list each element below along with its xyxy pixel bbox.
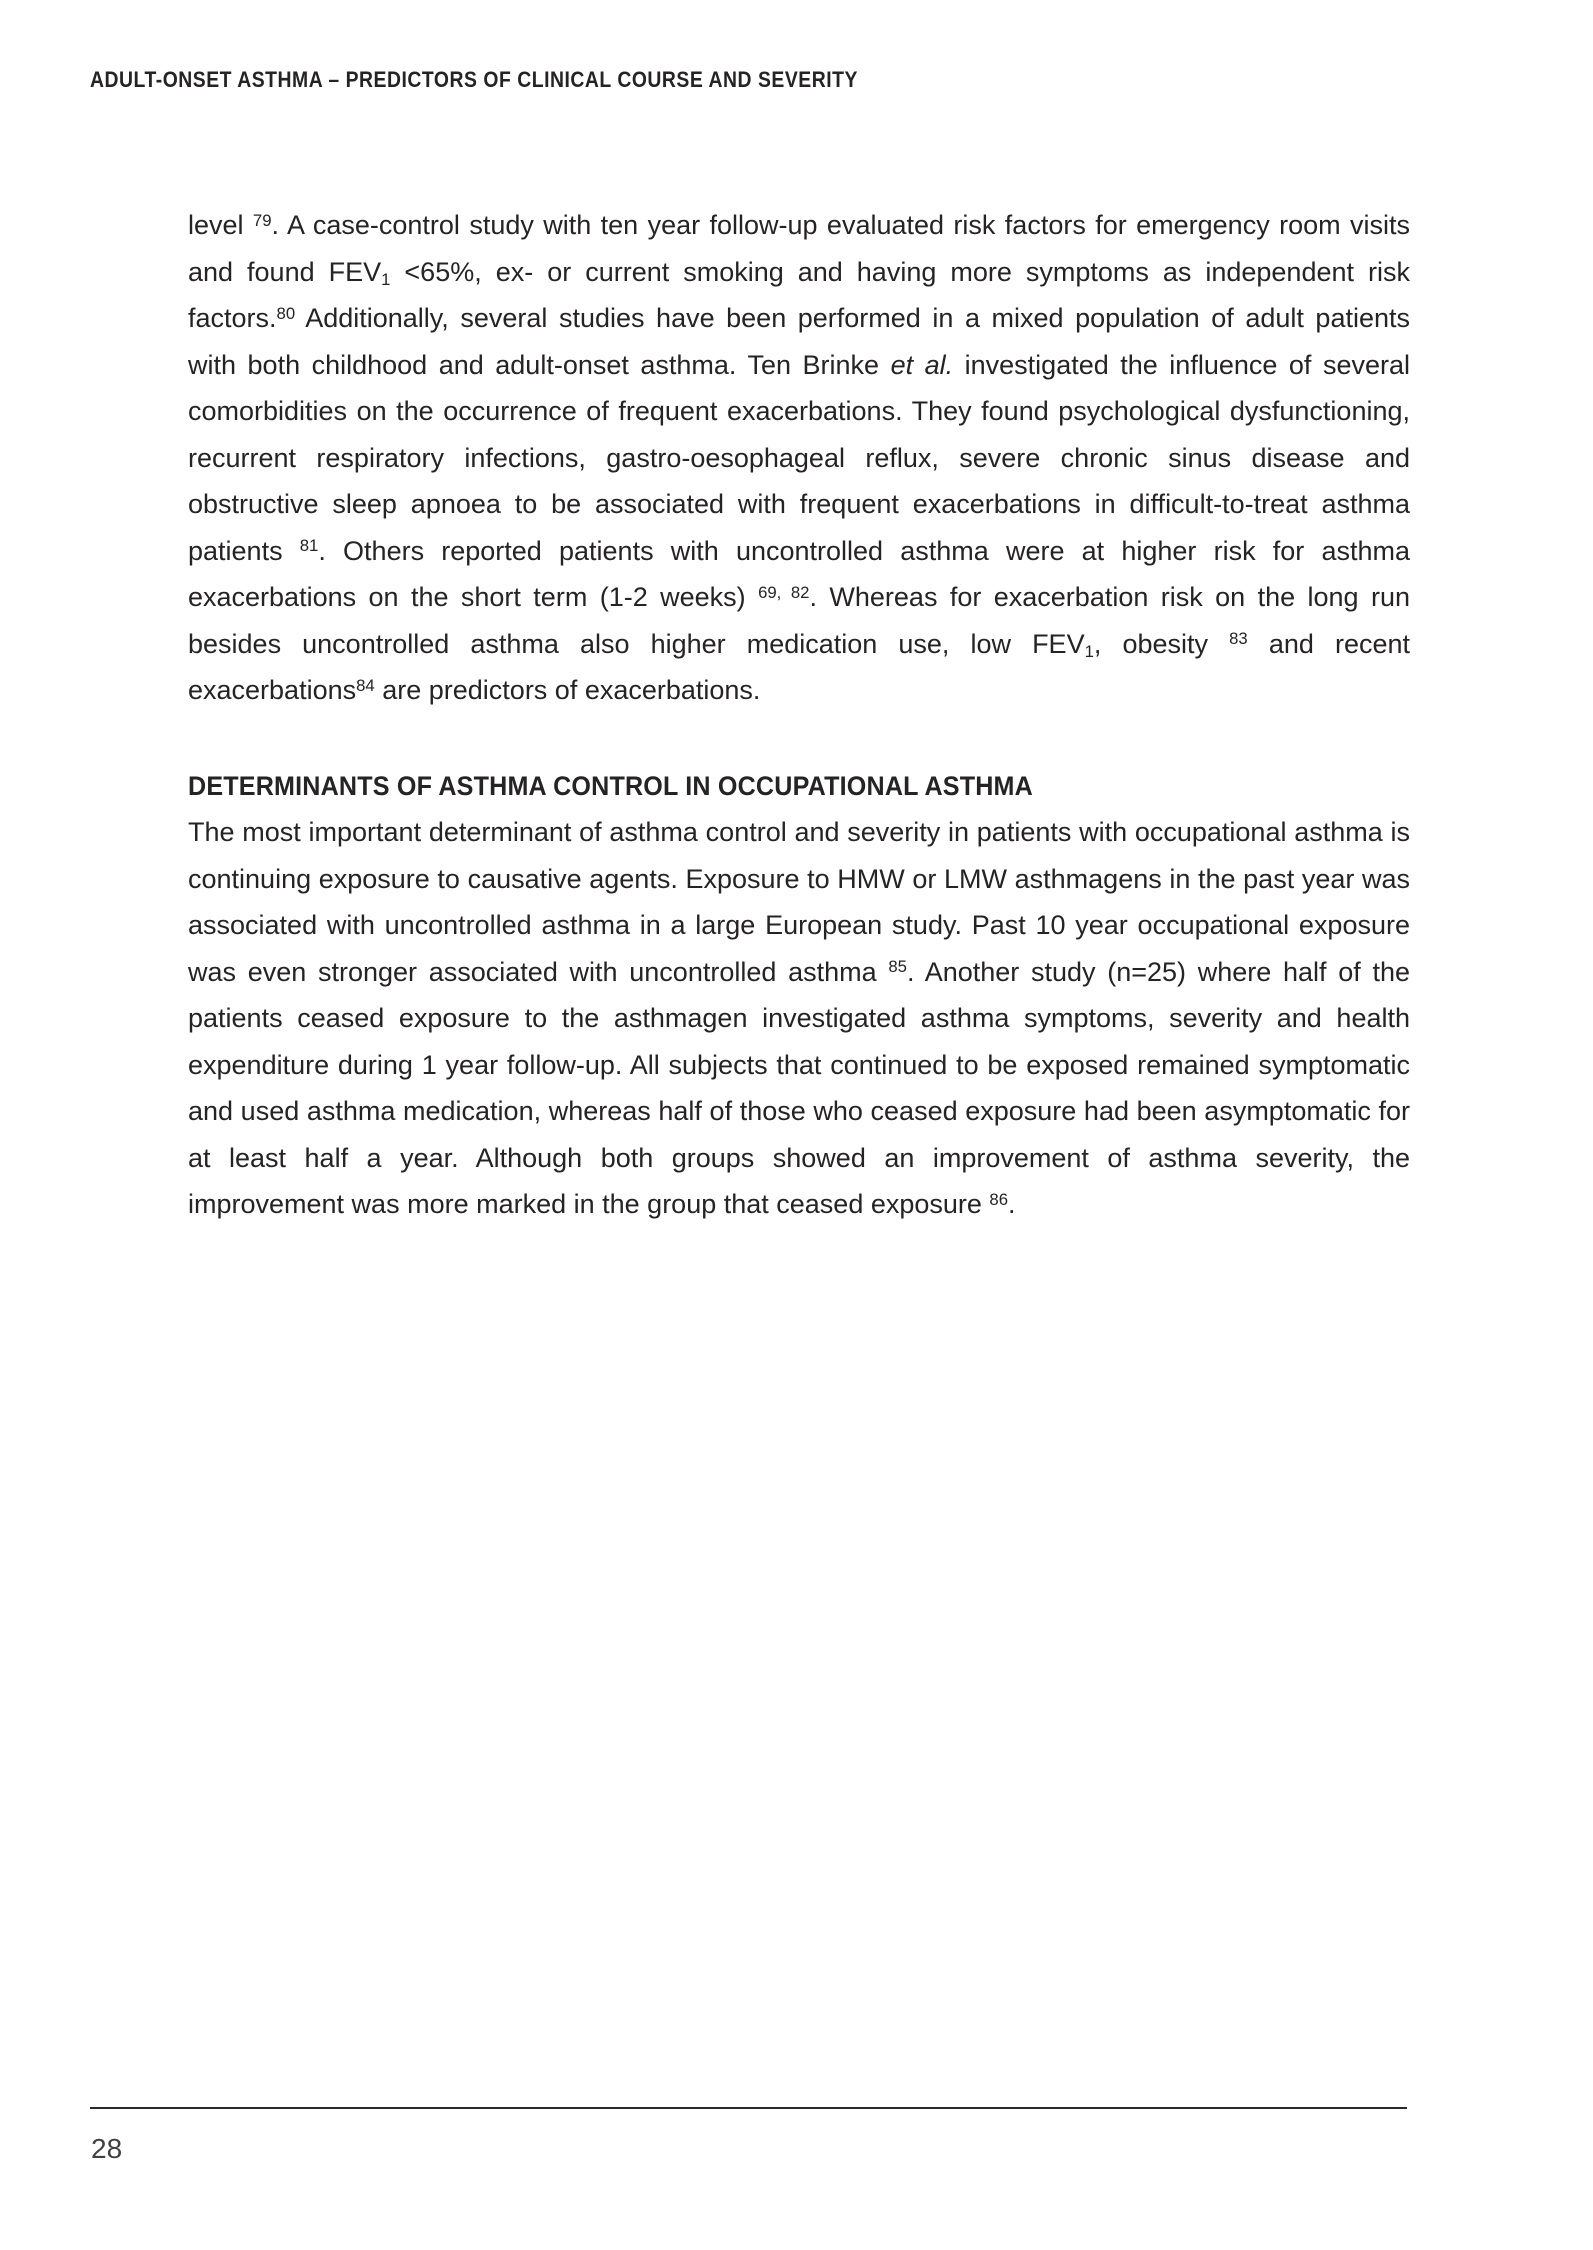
text-run: . [1008,1189,1016,1219]
text-run: <65%, ex- or current smoking and having more symptoms as independent risk factors. [188,256,1410,333]
section-heading-occupational-asthma: DETERMINANTS OF ASTHMA CONTROL IN OCCUPATIONAL ASTHMA [188,770,1033,801]
reference-superscript: 83 [1229,629,1248,649]
reference-superscript: 81 [299,536,319,556]
text-run: . A case-control study with ten year follow-up evaluated risk factors for emergency room visits and found FEV [188,210,1410,287]
reference-superscript: 79 [252,210,272,230]
subscript: 1 [381,270,391,290]
paragraph-exacerbation-predictors [188,202,1410,714]
text-run: . Whereas for exacerbation risk on the long run besides uncontrolled asthma also higher medication use, low FEV [188,582,1411,659]
reference-superscript: 86 [989,1189,1009,1209]
reference-superscript: 85 [888,957,907,977]
paragraph-occupational-asthma [188,809,1410,1228]
text-run: Additionally, several studies have been performed in a mixed population of adult patients with both childhood and adult-onset asthma. Ten Brinke [188,303,1410,380]
reference-superscript: 69, 82 [758,582,810,602]
reference-superscript: 80 [276,303,296,323]
italic-run: et al. [890,349,954,380]
text-run: The most important determinant of asthma control and severity in patients with occupational asthma is continuing exposure to causative agents. Exposure to HMW or LMW asthmagens in the past year was associated with uncontrolled asthma in a large European study. Past 10 year occupational exposure was even stronger associated with uncontrolled asthma [188,817,1410,987]
subscript: 1 [1084,642,1094,662]
text-run: investigated the influence of several comorbidities on the occurrence of frequent exacerbations. They found psychological dysfunctioning, recurrent respiratory infections, gastro-oesophageal reflux, severe chronic sinus disease and obstructive sleep apnoea to be associated with frequent exacerbations in difficult-to-treat asthma patients [188,349,1410,566]
running-header: ADULT-ONSET ASTHMA – PREDICTORS OF CLINICAL COURSE AND SEVERITY [90,67,858,92]
text-run: are predictors of exacerbations. [374,675,761,705]
page-number: 28 [91,2133,123,2164]
text-run: , obesity [1093,628,1230,659]
footer-divider [90,2107,1407,2109]
text-run: level [188,210,253,240]
page-content [188,202,1410,1228]
text-run: . Others reported patients with uncontrolled asthma were at higher risk for asthma exacerbations on the short term (1-2 weeks) [188,535,1410,612]
reference-superscript: 84 [356,675,375,695]
text-run: and recent exacerbations [188,628,1410,705]
text-run: . Another study (n=25) where half of the patients ceased exposure to the asthmagen investigated asthma symptoms, severity and health expenditure during 1 year follow-up. All subjects that continued to be exposed remained symptomatic and used asthma medication, whereas half of those who ceased exposure had been asymptomatic for at least half a year. Although both groups showed an improvement of asthma severity, the improvement was more marked in the group that ceased exposure [188,956,1410,1219]
